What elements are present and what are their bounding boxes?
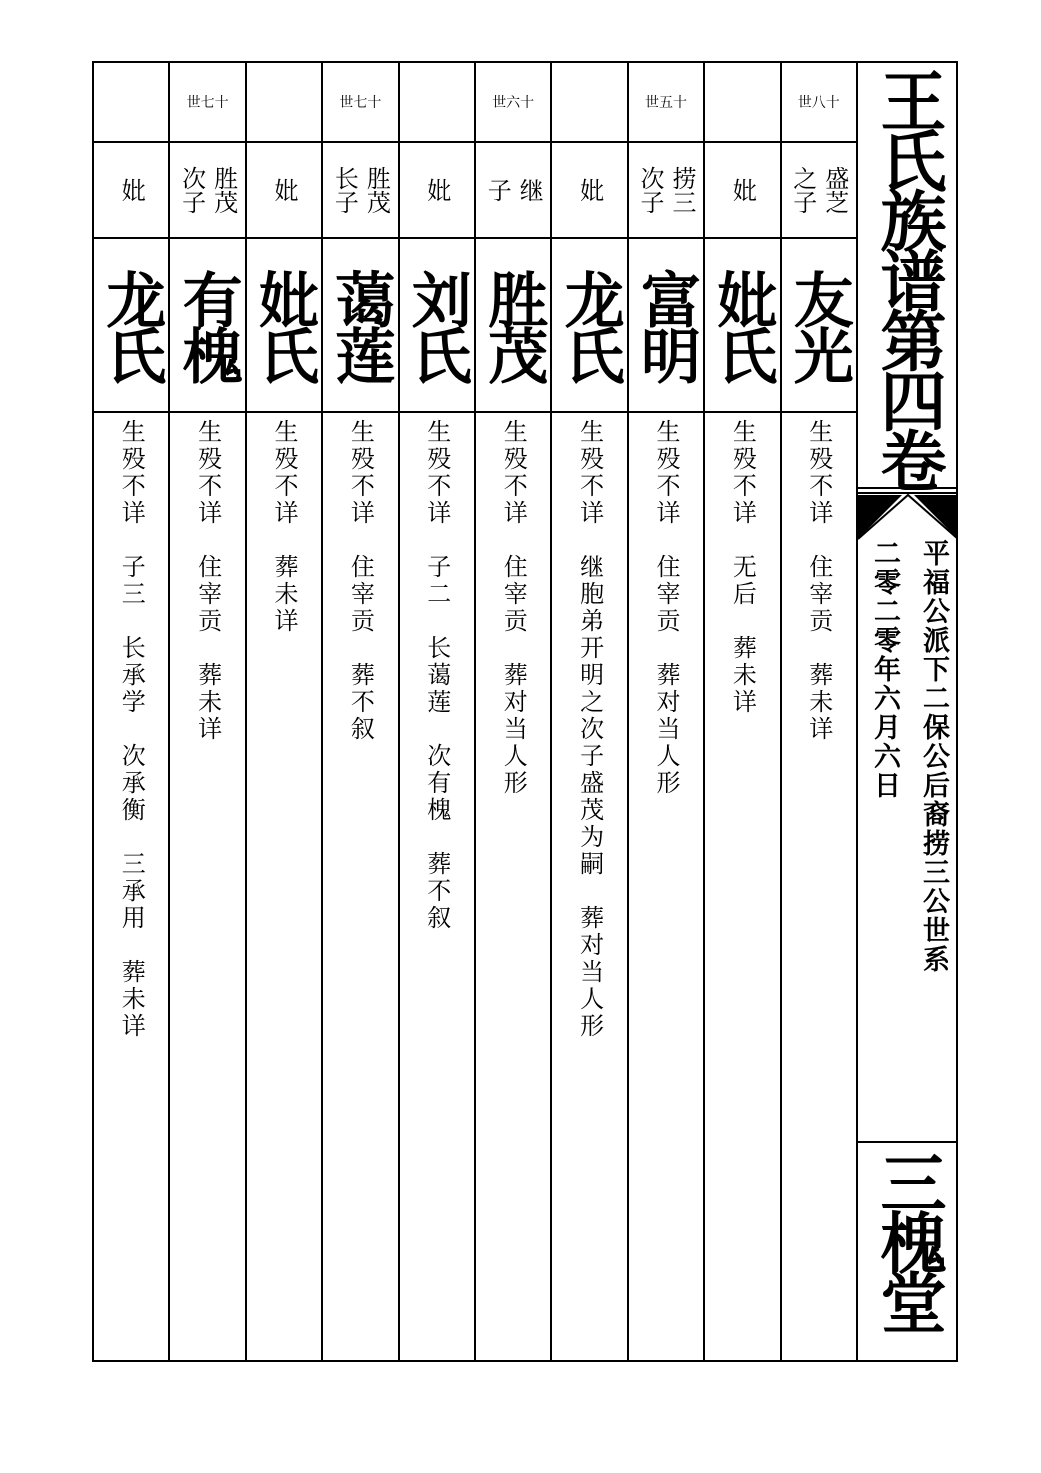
hall-name [858,1149,958,1359]
generation-label-cell [323,63,397,141]
person-name-cell [247,239,321,411]
generation-label: 世七十 [339,95,382,111]
entry-column [705,63,781,1360]
genealogy-page [92,61,958,1362]
biography-cell [323,415,397,1359]
person-name: 胜茂 [478,269,549,381]
person-name-cell [552,239,626,411]
person-name: 蔼莲 [325,269,396,381]
compile-date-text: 二零二零年六月六日 [869,539,900,800]
entry-column [247,63,323,1360]
generation-label-cell [552,63,626,141]
person-name-cell [170,239,244,411]
relation-label-cell [247,143,321,237]
hall-name-text: 三槐堂 [869,1149,947,1329]
biography-cell [170,415,244,1359]
generation-label-cell [400,63,474,141]
relation-label: 捞三 次子 [635,166,696,214]
generation-label-cell [170,63,244,141]
hall-divider [858,1141,958,1143]
relation-label: 胜茂 长子 [330,166,391,214]
person-name-cell [782,239,856,411]
relation-label: 盛芝 之子 [788,166,849,214]
biography-cell [782,415,856,1359]
biography-cell [400,415,474,1359]
person-name: 有槐 [172,269,243,381]
entry-column [170,63,246,1360]
relation-label: 妣 [728,178,757,202]
person-name: 友光 [783,269,854,381]
title-panel [858,63,958,1360]
entry-column [400,63,476,1360]
person-name: 妣氏 [249,269,319,381]
person-name: 妣氏 [707,269,778,381]
biography-cell [476,415,550,1359]
entry-column [782,63,858,1360]
person-name-cell [400,239,474,411]
generation-label: 世八十 [797,95,840,111]
relation-label-cell [323,143,397,237]
biography: 生殁不详 子二 长蔼莲 次有槐 葬不叙 [422,419,451,932]
person-name-cell [323,239,397,411]
person-name-cell [476,239,550,411]
biography: 生殁不详 住宰贡 葬不叙 [346,419,375,743]
branch-lineage-text: 平福公派下二保公后裔捞三公世系 [918,539,949,974]
biography-cell [247,415,321,1359]
biography-cell [94,415,168,1359]
relation-label-cell [476,143,550,237]
biography-cell [705,415,779,1359]
generation-label-cell [629,63,703,141]
branch-lineage [908,539,958,1009]
biography: 生殁不详 住宰贡 葬对当人形 [651,419,680,797]
entry-column [94,63,170,1360]
person-name: 刘氏 [401,269,472,381]
relation-label-cell [170,143,244,237]
relation-label-cell [94,143,168,237]
generation-label-cell [782,63,856,141]
title-ornament [858,487,958,547]
relation-label: 妣 [422,178,451,202]
biography: 生殁不详 住宰贡 葬未详 [193,419,222,743]
entry-column [476,63,552,1360]
generation-label: 世六十 [492,95,535,111]
biography: 生殁不详 住宰贡 葬未详 [804,419,833,743]
relation-label-cell [629,143,703,237]
relation-label: 胜茂 次子 [177,166,238,214]
person-name-cell [705,239,779,411]
relation-label: 妣 [117,178,146,202]
person-name: 龙氏 [96,269,167,381]
biography: 生殁不详 继胞弟开明之次子盛茂为嗣 葬对当人形 [575,419,604,1040]
biography: 生殁不详 住宰贡 葬对当人形 [499,419,528,797]
relation-label-cell [400,143,474,237]
biography-cell [552,415,626,1359]
generation-label-cell [247,63,321,141]
person-name-cell [94,239,168,411]
entry-column [323,63,399,1360]
relation-label-cell [705,143,779,237]
book-title [858,63,958,487]
person-name: 龙氏 [554,269,625,381]
relation-label: 妣 [269,178,298,202]
compile-date [862,539,906,839]
biography: 生殁不详 子三 长承学 次承衡 三承用 葬未详 [117,419,146,1040]
biography: 生殁不详 葬未详 [269,419,298,635]
relation-label-cell [782,143,856,237]
person-name: 富明 [631,269,701,381]
generation-label-cell [476,63,550,141]
generation-label-cell [705,63,779,141]
biography-cell [629,415,703,1359]
relation-label: 继 子 [483,178,544,202]
book-title-text: 王氏族谱第四卷 [869,67,947,487]
person-name-cell [629,239,703,411]
generation-label: 世七十 [186,95,229,111]
entry-column [629,63,705,1360]
relation-label: 妣 [575,178,604,202]
relation-label-cell [552,143,626,237]
generation-label: 世五十 [644,95,687,111]
entry-column [552,63,628,1360]
biography: 生殁不详 无后 葬未详 [728,419,757,716]
generation-label-cell [94,63,168,141]
